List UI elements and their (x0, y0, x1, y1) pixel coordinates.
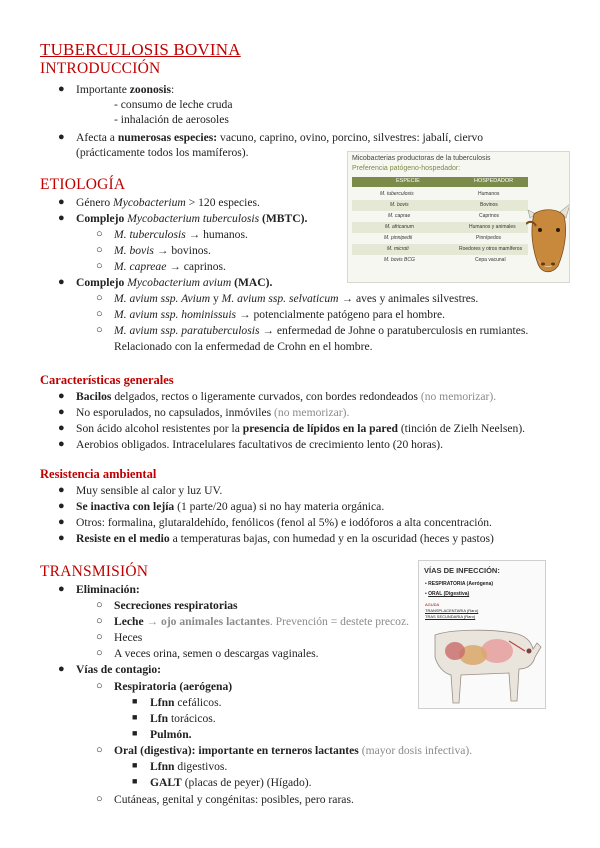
bullet: ● (58, 422, 65, 434)
cow-anatomy-illustration (421, 621, 543, 707)
circle-bullet: ○ (96, 599, 103, 611)
table-row: M. africanum Humanos y animales (352, 222, 528, 233)
mycobacteria-table-image (347, 151, 570, 283)
table-row: M. tuberculosis Humanos (380, 191, 500, 197)
circle-bullet: ○ (96, 793, 103, 805)
resist-lejia: Se inactiva con lejía (1 parte/20 agua) si no hay materia orgánica. (76, 500, 385, 513)
trans-eliminacion: Eliminación: (76, 583, 140, 596)
bullet: ● (58, 484, 65, 496)
table-subtitle: Preferencia patógeno-hospedador: (352, 165, 461, 172)
square-bullet: ■ (132, 728, 138, 738)
square-bullet: ■ (132, 712, 138, 722)
infeccion-title: VÍAS DE INFECCIÓN: (424, 566, 500, 575)
intro-species-cont: (prácticamente todos los mamíferos). (76, 146, 249, 159)
intro-heading: INTRODUCCIÓN (40, 60, 161, 77)
bullet: ● (58, 83, 65, 95)
circle-bullet: ○ (96, 228, 103, 240)
carac-bacilos: Bacilos delgados, rectos o ligeramente curvados, con bordes redondeados (no memorizar). (76, 390, 497, 403)
circle-bullet: ○ (96, 631, 103, 643)
circle-bullet: ○ (96, 308, 103, 320)
etiologia-heading: ETIOLOGÍA (40, 176, 126, 193)
trans-orina: A veces orina, semen o descargas vaginales. (114, 647, 319, 660)
square-bullet: ■ (132, 760, 138, 770)
table-row: M. caprae Caprinos (388, 213, 500, 219)
square-bullet: ■ (132, 696, 138, 706)
etio-tuberculosis: M. tuberculosis → humanos. (114, 228, 248, 241)
bullet: ● (58, 583, 65, 595)
bullet: ● (58, 390, 65, 402)
etio-paratuberculosis: M. avium ssp. paratuberculosis → enfermedad de Johne o paratuberculosis en rumiantes. (114, 324, 529, 337)
infeccion-item: TRANSPLACENTARIA (Raro) (425, 608, 479, 613)
etio-genus: Género Mycobacterium > 120 especies. (76, 196, 260, 209)
col-hospedador: HOSPEDADOR (474, 178, 514, 184)
infeccion-item: TRAS SECUNDARIA (Raro) (425, 614, 476, 619)
table-row: M. bovis BCG Cepa vacunal (384, 257, 506, 263)
circle-bullet: ○ (96, 260, 103, 272)
trans-leche: Leche → ojo animales lactantes. Prevención = destete precoz. (114, 615, 410, 628)
col-especie: ESPECIE (396, 178, 420, 184)
vias-infeccion-image (418, 560, 546, 709)
circle-bullet: ○ (96, 244, 103, 256)
intro-dash-2: - inhalación de aerosoles (114, 113, 229, 126)
circle-bullet: ○ (96, 292, 103, 304)
circle-bullet: ○ (96, 615, 103, 627)
bullet: ● (58, 196, 65, 208)
resistencia-heading: Resistencia ambiental (40, 467, 157, 481)
trans-galt: GALT (placas de peyer) (Hígado). (150, 776, 312, 789)
page-title: TUBERCULOSIS BOVINA (40, 40, 241, 59)
bullet: ● (58, 131, 65, 143)
trans-respiratoria: Respiratoria (aerógena) (114, 680, 233, 693)
table-row: M. microti Roedores y otros mamíferos (352, 244, 528, 255)
carac-acido-alcohol: Son ácido alcohol resistentes por la presencia de lípidos en la pared (tinción de Zielh Neelsen). (76, 422, 526, 435)
trans-pulmon: Pulmón. (150, 728, 192, 741)
resist-calor: Muy sensible al calor y luz UV. (76, 484, 223, 497)
square-bullet: ■ (132, 776, 138, 786)
resist-medio: Resiste en el medio a temperaturas bajas, con humedad y en la oscuridad (heces y pastos) (76, 532, 494, 545)
circle-bullet: ○ (96, 647, 103, 659)
intro-species: Afecta a numerosas especies: vacuno, caprino, ovino, porcino, silvestres: jabalí, ciervo (76, 131, 484, 144)
bullet: ● (58, 212, 65, 224)
infeccion-item: AGUDA (425, 602, 440, 607)
trans-secreciones: Secreciones respiratorias (114, 599, 238, 612)
trans-lfnn-digestivos: Lfnn digestivos. (150, 760, 228, 773)
etio-avium: M. avium ssp. Avium y M. avium ssp. selvaticum → aves y animales silvestres. (114, 292, 479, 305)
resist-otros: Otros: formalina, glutaraldehído, fenólicos (fenol al 5%) e iodóforos a alta concentración. (76, 516, 492, 529)
bullet: ● (58, 663, 65, 675)
etio-capreae: M. capreae → caprinos. (114, 260, 226, 273)
circle-bullet: ○ (96, 744, 103, 756)
etio-mbtc: Complejo Mycobacterium tuberculosis (MBTC). (76, 212, 308, 225)
table-row: M. pinnipedii Pinnípedos (384, 235, 502, 241)
trans-heces: Heces (114, 631, 143, 644)
bullet: ● (58, 500, 65, 512)
circle-bullet: ○ (96, 680, 103, 692)
trans-cutaneas: Cutáneas, genital y congénitas: posibles, pero raras. (114, 793, 354, 806)
bullet: ● (58, 406, 65, 418)
table-row: M. bovis Bovinos (352, 200, 528, 211)
etio-crohn: Relacionado con la enfermedad de Crohn en el hombre. (114, 340, 373, 353)
table-header (352, 177, 528, 187)
intro-dash-1: - consumo de leche cruda (114, 98, 233, 111)
trans-vias: Vías de contagio: (76, 663, 162, 676)
etio-hominissuis: M. avium ssp. hominissuis → potencialmente patógeno para el hombre. (114, 308, 446, 321)
circle-bullet: ○ (96, 324, 103, 336)
transmision-heading: TRANSMISIÓN (40, 563, 149, 580)
etio-mac: Complejo Mycobacterium avium (MAC). (76, 276, 273, 289)
cow-head-illustration (526, 174, 570, 278)
etio-bovis: M. bovis → bovinos. (114, 244, 211, 257)
infeccion-item: • ORAL (Digestiva) (425, 591, 470, 597)
carac-aerobios: Aerobios obligados. Intracelulares facultativos de crecimiento lento (20 horas). (76, 438, 444, 451)
bullet: ● (58, 516, 65, 528)
infeccion-item: • RESPIRATORIA (Aerógena) (425, 581, 494, 587)
bullet: ● (58, 276, 65, 288)
trans-oral: Oral (digestiva): importante en terneros lactantes (mayor dosis infectiva). (114, 744, 473, 757)
trans-lfnn-cefalicos: Lfnn cefálicos. (150, 696, 222, 709)
bullet: ● (58, 532, 65, 544)
bullet: ● (58, 438, 65, 450)
caracteristicas-heading: Características generales (40, 373, 174, 387)
carac-esporulados: No esporulados, no capsulados, inmóviles (no memorizar). (76, 406, 350, 419)
intro-zoonosis: Importante zoonosis: (76, 83, 175, 96)
table-title: Micobacterias productoras de la tuberculosis (352, 155, 491, 162)
trans-lfn-toracicos: Lfn torácicos. (150, 712, 216, 725)
